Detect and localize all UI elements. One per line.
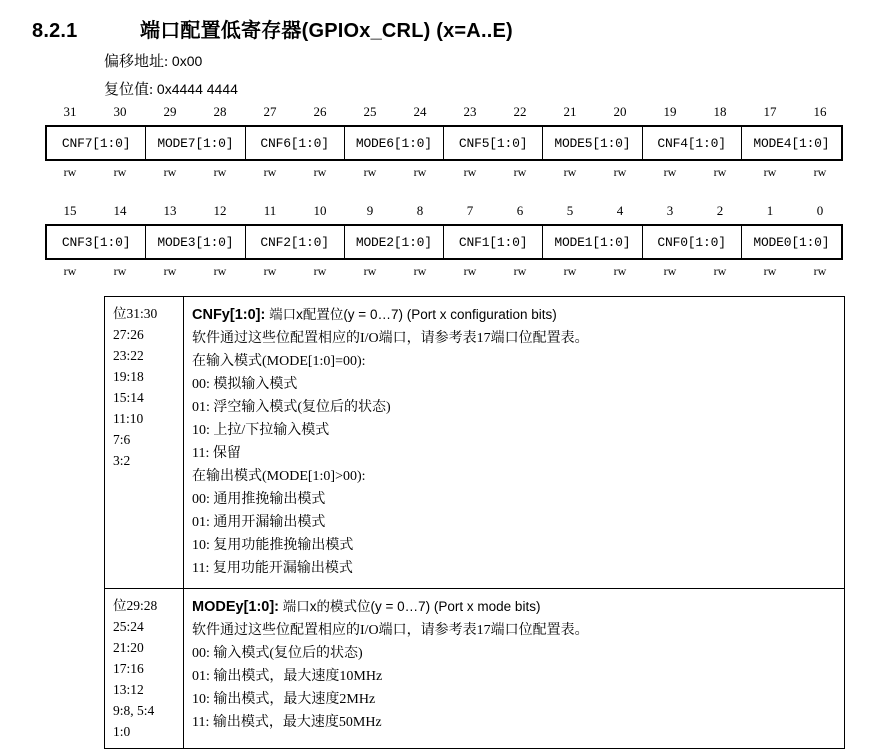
bit-range-line: 位31:30: [113, 306, 158, 321]
register-map-high: [45, 104, 845, 183]
bit-range-cell: [105, 297, 184, 588]
bit-number: 8: [416, 203, 424, 218]
bit-number: 21: [563, 104, 577, 119]
bit-number: 28: [213, 104, 227, 119]
bit-number: 23: [463, 104, 477, 119]
access-label: rw: [563, 264, 577, 278]
bit-number: 19: [663, 104, 677, 119]
bit-field-cell: CNF5[1:0]: [444, 127, 543, 159]
bit-number: 16: [813, 104, 827, 119]
access-label: rw: [363, 264, 377, 278]
access-label: rw: [313, 165, 327, 179]
field-description-line: 11: 保留: [192, 446, 241, 461]
bit-number: 1: [766, 203, 774, 218]
access-label: rw: [763, 165, 777, 179]
access-label: rw: [613, 165, 627, 179]
bit-number: 10: [313, 203, 327, 218]
bit-field-cell: CNF7[1:0]: [47, 127, 146, 159]
access-row-low: [45, 264, 845, 282]
field-description-line: 10: 上拉/下拉输入模式: [192, 423, 330, 438]
access-label: rw: [663, 165, 677, 179]
access-label: rw: [163, 165, 177, 179]
field-description-line: 软件通过这些位配置相应的I/O端口，请参考表17端口位配置表。: [192, 331, 589, 346]
bit-number: 27: [263, 104, 277, 119]
field-description-title: [192, 595, 836, 619]
bit-range-line: 25:24: [113, 619, 144, 634]
section-title: 端口配置低寄存器(GPIOx_CRL) (x=A..E): [140, 20, 513, 42]
access-label: rw: [413, 264, 427, 278]
bit-field-cell: CNF3[1:0]: [47, 226, 146, 258]
bit-number: 4: [616, 203, 624, 218]
bit-range-line: 3:2: [113, 453, 131, 468]
bit-number: 25: [363, 104, 377, 119]
bit-field-row-high: [45, 125, 843, 161]
bit-range-line: 7:6: [113, 432, 131, 447]
bit-range-line: 19:18: [113, 369, 144, 384]
access-label: rw: [813, 264, 827, 278]
bit-field-cell: MODE0[1:0]: [753, 234, 830, 250]
access-label: rw: [713, 165, 727, 179]
bit-range-line: 位29:28: [113, 598, 158, 613]
field-description-line: 00: 通用推挽输出模式: [192, 492, 326, 507]
access-label: rw: [213, 264, 227, 278]
bit-range-cell: [105, 589, 184, 748]
field-description-line: 10: 复用功能推挽输出模式: [192, 538, 354, 553]
access-label: rw: [63, 264, 77, 278]
bit-number: 30: [113, 104, 127, 119]
bit-number: 11: [263, 203, 277, 218]
bit-range-line: 1:0: [113, 724, 131, 739]
access-label: rw: [313, 264, 327, 278]
bit-field-cell: CNF0[1:0]: [643, 226, 742, 258]
offset-address-value: 0x00: [171, 53, 203, 69]
field-description-line: 01: 浮空输入模式(复位后的状态): [192, 400, 391, 415]
access-label: rw: [563, 165, 577, 179]
access-label: rw: [113, 264, 127, 278]
access-label: rw: [263, 165, 277, 179]
field-description-table: [104, 296, 845, 749]
reset-value-value: 0x4444 4444: [156, 81, 238, 97]
bit-number: 20: [613, 104, 627, 119]
bit-number: 12: [213, 203, 227, 218]
bit-number: 15: [63, 203, 77, 218]
field-description-line: 01: 输出模式，最大速度10MHz: [192, 669, 383, 684]
bit-number: 22: [513, 104, 527, 119]
bit-range-line: 21:20: [113, 640, 144, 655]
table-row: [105, 589, 844, 748]
bit-field-cell: MODE2[1:0]: [345, 226, 444, 258]
access-label: rw: [663, 264, 677, 278]
section-number: 8.2.1: [32, 20, 78, 42]
access-label: rw: [263, 264, 277, 278]
field-description-line: 11: 输出模式，最大速度50MHz: [192, 715, 382, 730]
field-description-line: 10: 输出模式，最大速度2MHz: [192, 692, 376, 707]
access-label: rw: [463, 264, 477, 278]
access-label: rw: [363, 165, 377, 179]
field-description-cell: [184, 297, 844, 588]
bit-range-line: 9:8, 5:4: [113, 703, 155, 718]
bit-field-cell: CNF1[1:0]: [444, 226, 543, 258]
field-description-line: 01: 通用开漏输出模式: [192, 515, 326, 530]
bit-number: 2: [716, 203, 724, 218]
access-label: rw: [113, 165, 127, 179]
offset-address-label: 偏移地址:: [104, 54, 169, 70]
bit-number: 24: [413, 104, 427, 119]
bit-field-cell: CNF4[1:0]: [643, 127, 742, 159]
offset-address-line: [104, 50, 202, 71]
bit-field-cell: CNF6[1:0]: [246, 127, 345, 159]
page-title: [32, 14, 513, 43]
access-label: rw: [213, 165, 227, 179]
access-label: rw: [163, 264, 177, 278]
field-name: MODEy[1:0]:: [192, 599, 280, 615]
field-description-line: 00: 输入模式(复位后的状态): [192, 646, 363, 661]
access-label: rw: [413, 165, 427, 179]
bit-number: 6: [516, 203, 524, 218]
reset-value-label: 复位值:: [104, 82, 154, 98]
access-label: rw: [713, 264, 727, 278]
field-description-text: 端口x配置位(y = 0…7) (Port x configuration bits): [265, 307, 557, 322]
bit-range-line: 11:10: [113, 411, 144, 426]
bit-number-row-high: [45, 104, 845, 122]
bit-number: 0: [816, 203, 824, 218]
bit-number-row-low: [45, 203, 845, 221]
access-label: rw: [463, 165, 477, 179]
field-description-line: 在输入模式(MODE[1:0]=00):: [192, 354, 366, 369]
bit-field-cell: MODE4[1:0]: [753, 135, 830, 151]
field-description-line: 11: 复用功能开漏输出模式: [192, 561, 353, 576]
bit-number: 5: [566, 203, 574, 218]
field-description-title: [192, 303, 836, 327]
access-label: rw: [63, 165, 77, 179]
bit-range-line: 13:12: [113, 682, 144, 697]
bit-number: 3: [666, 203, 674, 218]
table-row: [105, 297, 844, 589]
bit-field-row-low: [45, 224, 843, 260]
field-description-line: 在输出模式(MODE[1:0]>00):: [192, 469, 366, 484]
bit-number: 29: [163, 104, 177, 119]
access-label: rw: [513, 264, 527, 278]
bit-field-cell: MODE7[1:0]: [146, 127, 245, 159]
access-row-high: [45, 165, 845, 183]
bit-number: 18: [713, 104, 727, 119]
bit-number: 7: [466, 203, 474, 218]
field-name: CNFy[1:0]:: [192, 307, 266, 323]
bit-field-cell: MODE5[1:0]: [543, 127, 642, 159]
bit-range-line: 23:22: [113, 348, 144, 363]
bit-number: 26: [313, 104, 327, 119]
field-description-line: 00: 模拟输入模式: [192, 377, 298, 392]
bit-field-cell: MODE3[1:0]: [146, 226, 245, 258]
bit-number: 17: [763, 104, 777, 119]
bit-range-line: 17:16: [113, 661, 144, 676]
bit-number: 14: [113, 203, 127, 218]
bit-range-line: 15:14: [113, 390, 144, 405]
reset-value-line: [104, 78, 238, 99]
access-label: rw: [763, 264, 777, 278]
access-label: rw: [613, 264, 627, 278]
access-label: rw: [813, 165, 827, 179]
bit-number: 31: [63, 104, 77, 119]
register-map-low: [45, 203, 845, 282]
field-description-cell: [184, 589, 844, 748]
field-description-text: 端口x的模式位(y = 0…7) (Port x mode bits): [279, 599, 541, 614]
field-description-line: 软件通过这些位配置相应的I/O端口，请参考表17端口位配置表。: [192, 623, 589, 638]
bit-number: 9: [366, 203, 374, 218]
bit-field-cell: MODE1[1:0]: [543, 226, 642, 258]
bit-field-cell: CNF2[1:0]: [246, 226, 345, 258]
bit-range-line: 27:26: [113, 327, 144, 342]
bit-number: 13: [163, 203, 177, 218]
access-label: rw: [513, 165, 527, 179]
bit-field-cell: MODE6[1:0]: [345, 127, 444, 159]
